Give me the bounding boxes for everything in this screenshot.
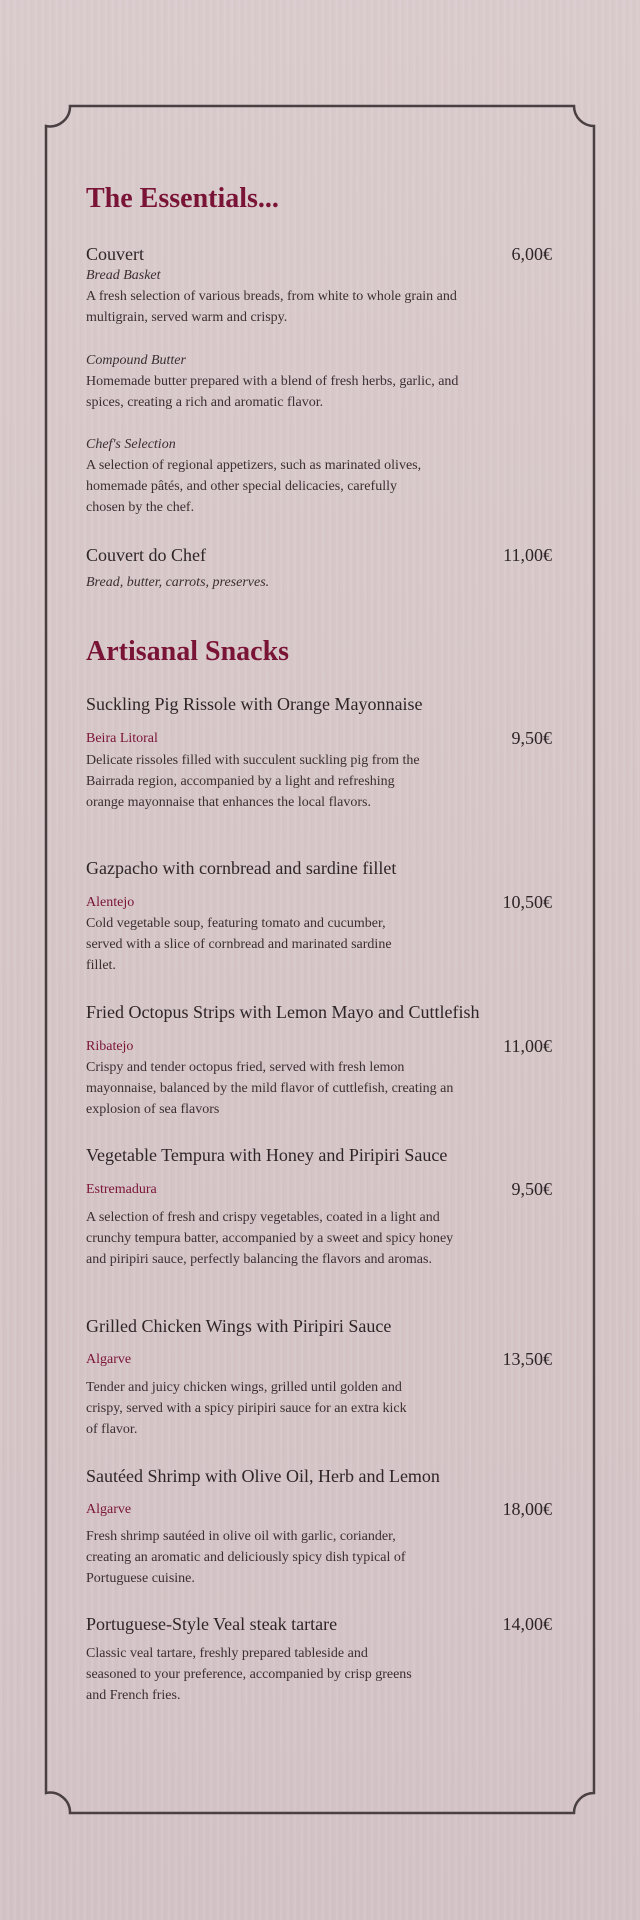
item-description: Crispy and tender octopus fried, served with fresh lemon mayonnaise, balanced by the mild flavor of cuttlefish, creating an explosion of sea flavors	[86, 1060, 454, 1117]
item-region: Algarve	[86, 1502, 132, 1517]
couvert-description-chef: A selection of regional appetizers, such as marinated olives, homemade pâtés, and other special delicacies, carefully chosen by the chef.	[86, 458, 422, 515]
item-name: Sautéed Shrimp with Olive Oil, Herb and Lemon	[86, 1466, 440, 1486]
item-price-couvert: 6,00€	[511, 244, 552, 264]
item-name-couvert: Couvert	[86, 244, 144, 264]
couvert-description-bread: A fresh selection of various breads, from white to whole grain and multigrain, served warm and crispy.	[86, 289, 457, 325]
item-price: 13,50€	[502, 1349, 552, 1369]
item-name: Grilled Chicken Wings with Piripiri Sauce	[86, 1316, 392, 1336]
item-region: Beira Litoral	[86, 731, 158, 746]
item-description: Fresh shrimp sautéed in olive oil with garlic, coriander, creating an aromatic and deliciously spicy dish typical of Portuguese cuisine.	[86, 1529, 406, 1586]
item-name: Fried Octopus Strips with Lemon Mayo and Cuttlefish	[86, 1002, 480, 1022]
item-description: A selection of fresh and crispy vegetables, coated in a light and crunchy tempura batter, accompanied by a sweet and spicy honey and piripiri sauce, perfectly balancing the flavors and aromas.	[86, 1210, 454, 1267]
couvert-subtitle-bread: Bread Basket	[86, 268, 161, 283]
item-name: Gazpacho with cornbread and sardine fillet	[86, 858, 397, 878]
item-price: 14,00€	[502, 1614, 552, 1634]
item-price: 18,00€	[502, 1499, 552, 1519]
item-name: Portuguese-Style Veal steak tartare	[86, 1614, 338, 1634]
item-price: 9,50€	[511, 1179, 552, 1199]
section-title-snacks: Artisanal Snacks	[86, 636, 290, 667]
couvert-description-butter: Homemade butter prepared with a blend of fresh herbs, garlic, and spices, creating a rich and aromatic flavor.	[86, 374, 459, 410]
item-region: Algarve	[86, 1352, 132, 1367]
item-region: Alentejo	[86, 895, 135, 910]
section-title-essentials: The Essentials...	[86, 183, 279, 214]
couvert-chef-subtitle: Bread, butter, carrots, preserves.	[86, 575, 270, 590]
item-price-couvert-chef: 11,00€	[503, 545, 552, 565]
item-description: Cold vegetable soup, featuring tomato and cucumber, served with a slice of cornbread and marinated sardine fillet.	[86, 916, 392, 973]
item-price: 9,50€	[511, 728, 552, 748]
item-description: Tender and juicy chicken wings, grilled until golden and crispy, served with a spicy piripiri sauce for an extra kick of flavor.	[86, 1380, 407, 1437]
item-name: Vegetable Tempura with Honey and Piripiri Sauce	[86, 1145, 448, 1165]
item-name: Suckling Pig Rissole with Orange Mayonnaise	[86, 694, 423, 714]
item-price: 10,50€	[502, 892, 552, 912]
couvert-subtitle-chef: Chef's Selection	[86, 437, 176, 452]
item-description: Classic veal tartare, freshly prepared tableside and seasoned to your preference, accompanied by crisp greens and French fries.	[86, 1646, 412, 1703]
couvert-subtitle-butter: Compound Butter	[86, 353, 186, 368]
item-region: Ribatejo	[86, 1039, 134, 1054]
item-name-couvert-chef: Couvert do Chef	[86, 545, 206, 565]
item-description: Delicate rissoles filled with succulent suckling pig from the Bairrada region, accompanied by a light and refreshing orange mayonnaise that enhances the local flavors.	[86, 753, 420, 810]
item-price: 11,00€	[503, 1036, 552, 1056]
item-region: Estremadura	[86, 1182, 157, 1197]
